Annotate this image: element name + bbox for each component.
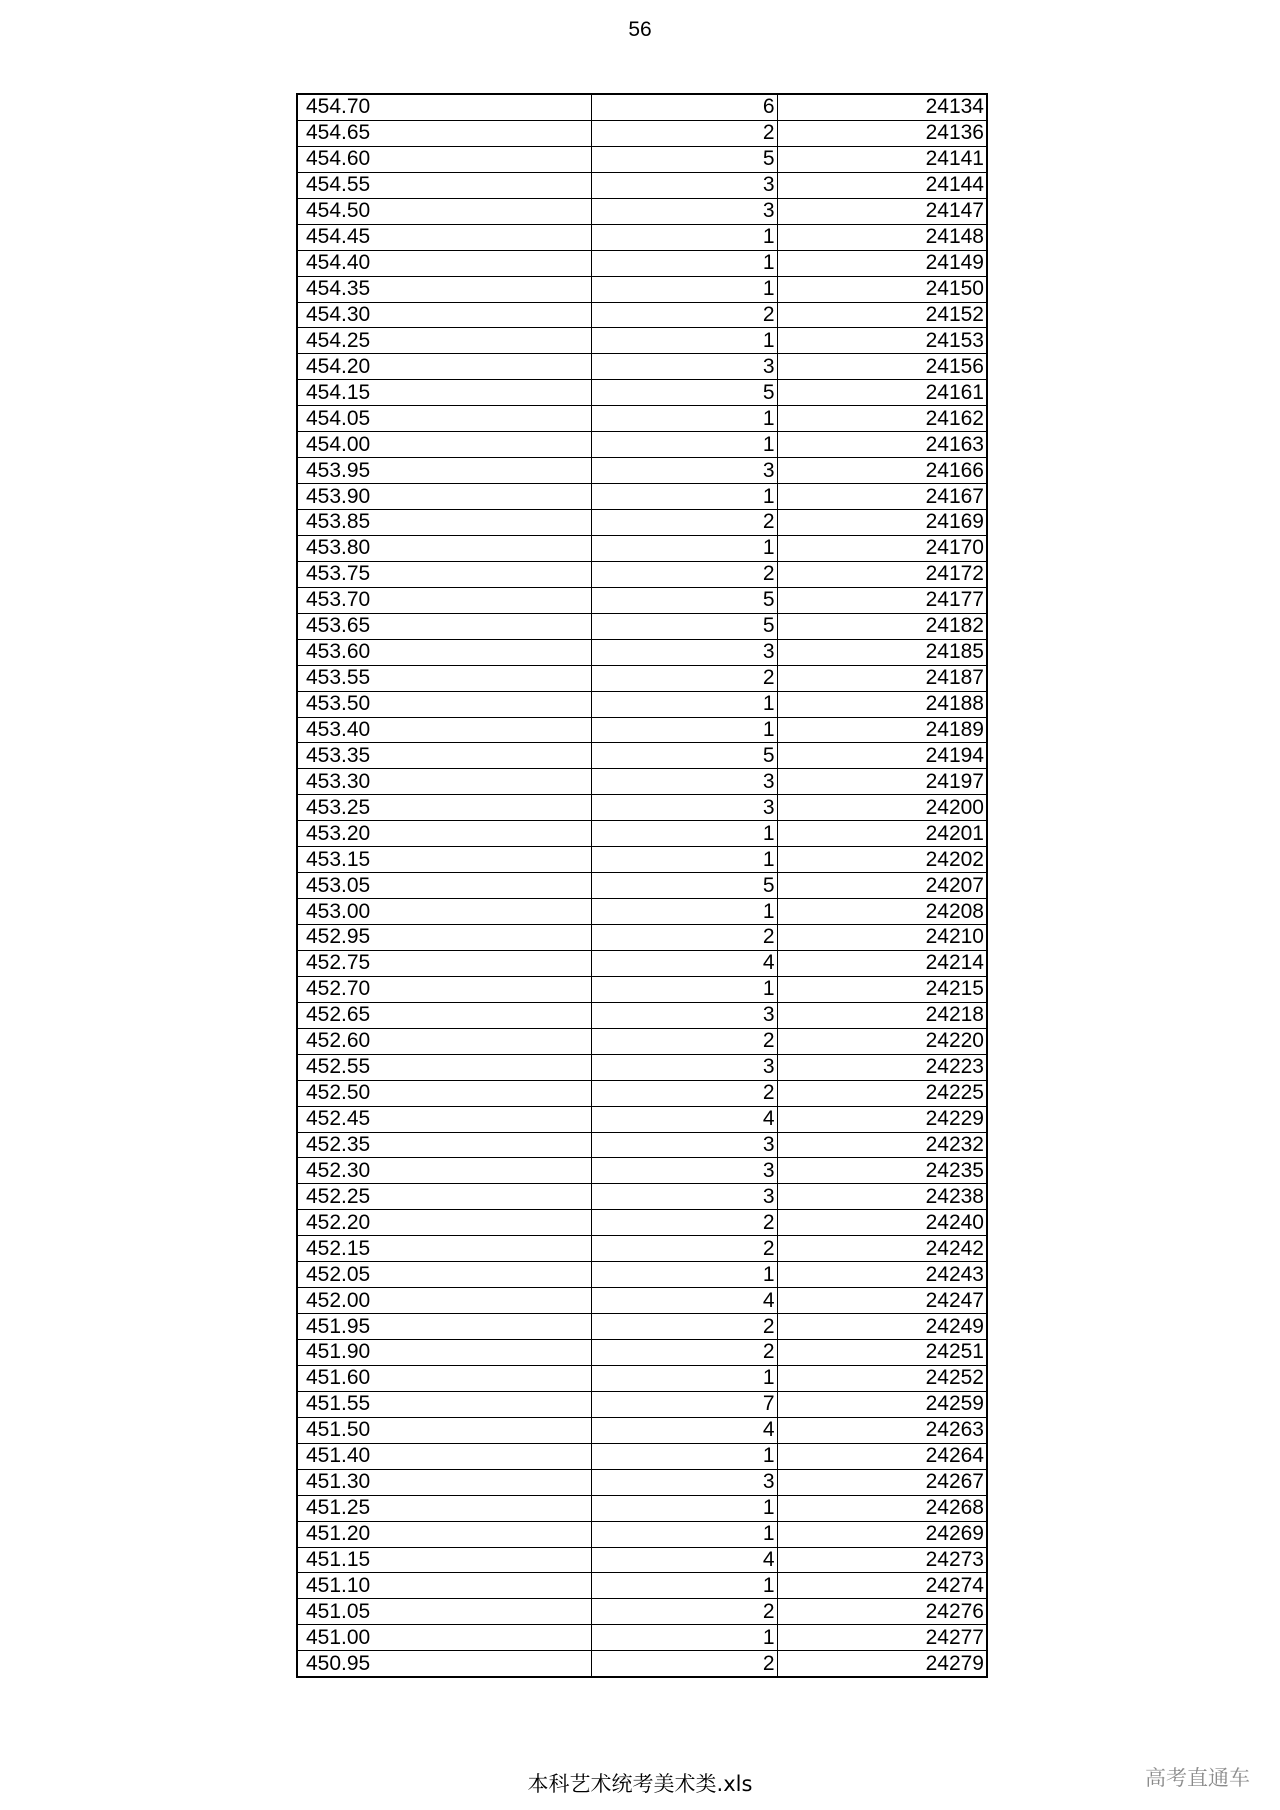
count-cell: 1 bbox=[591, 691, 777, 717]
score-table-body bbox=[297, 94, 987, 1677]
cumulative-cell: 24243 bbox=[777, 1262, 987, 1288]
cumulative-cell: 24274 bbox=[777, 1573, 987, 1599]
table-row bbox=[297, 899, 987, 925]
cumulative-cell: 24251 bbox=[777, 1340, 987, 1366]
count-cell: 3 bbox=[591, 172, 777, 198]
cumulative-cell: 24279 bbox=[777, 1651, 987, 1677]
watermark: 高考直通车 bbox=[1145, 1766, 1250, 1790]
score-cell: 453.15 bbox=[297, 847, 591, 873]
table-row bbox=[297, 510, 987, 536]
count-cell: 4 bbox=[591, 1288, 777, 1314]
score-cell: 453.30 bbox=[297, 769, 591, 795]
cumulative-cell: 24277 bbox=[777, 1625, 987, 1651]
table-row bbox=[297, 1365, 987, 1391]
cumulative-cell: 24240 bbox=[777, 1210, 987, 1236]
score-cell: 453.35 bbox=[297, 743, 591, 769]
cumulative-cell: 24182 bbox=[777, 613, 987, 639]
cumulative-cell: 24269 bbox=[777, 1521, 987, 1547]
table-row bbox=[297, 94, 987, 120]
count-cell: 5 bbox=[591, 743, 777, 769]
table-row bbox=[297, 354, 987, 380]
score-cell: 451.40 bbox=[297, 1443, 591, 1469]
count-cell: 1 bbox=[591, 1521, 777, 1547]
cumulative-cell: 24200 bbox=[777, 795, 987, 821]
cumulative-cell: 24220 bbox=[777, 1028, 987, 1054]
cumulative-cell: 24202 bbox=[777, 847, 987, 873]
cumulative-cell: 24150 bbox=[777, 276, 987, 302]
table-row bbox=[297, 1443, 987, 1469]
score-cell: 452.60 bbox=[297, 1028, 591, 1054]
score-cell: 452.70 bbox=[297, 976, 591, 1002]
cumulative-cell: 24249 bbox=[777, 1314, 987, 1340]
table-row bbox=[297, 1002, 987, 1028]
table-row bbox=[297, 328, 987, 354]
table-row bbox=[297, 1651, 987, 1677]
score-cell: 453.60 bbox=[297, 639, 591, 665]
score-cell: 451.60 bbox=[297, 1365, 591, 1391]
cumulative-cell: 24134 bbox=[777, 94, 987, 120]
count-cell: 1 bbox=[591, 717, 777, 743]
table-row bbox=[297, 1314, 987, 1340]
count-cell: 2 bbox=[591, 302, 777, 328]
table-row bbox=[297, 1340, 987, 1366]
cumulative-cell: 24259 bbox=[777, 1391, 987, 1417]
cumulative-cell: 24263 bbox=[777, 1417, 987, 1443]
cumulative-cell: 24267 bbox=[777, 1469, 987, 1495]
cumulative-cell: 24162 bbox=[777, 406, 987, 432]
table-row bbox=[297, 639, 987, 665]
cumulative-cell: 24238 bbox=[777, 1184, 987, 1210]
count-cell: 5 bbox=[591, 613, 777, 639]
score-cell: 454.20 bbox=[297, 354, 591, 380]
score-cell: 452.35 bbox=[297, 1132, 591, 1158]
count-cell: 2 bbox=[591, 1651, 777, 1677]
table-row bbox=[297, 976, 987, 1002]
count-cell: 3 bbox=[591, 1184, 777, 1210]
score-cell: 452.15 bbox=[297, 1236, 591, 1262]
score-cell: 451.90 bbox=[297, 1340, 591, 1366]
cumulative-cell: 24215 bbox=[777, 976, 987, 1002]
table-row bbox=[297, 691, 987, 717]
cumulative-cell: 24172 bbox=[777, 561, 987, 587]
cumulative-cell: 24177 bbox=[777, 587, 987, 613]
count-cell: 2 bbox=[591, 1236, 777, 1262]
table-row bbox=[297, 795, 987, 821]
score-cell: 452.25 bbox=[297, 1184, 591, 1210]
cumulative-cell: 24156 bbox=[777, 354, 987, 380]
table-row bbox=[297, 1469, 987, 1495]
score-cell: 451.20 bbox=[297, 1521, 591, 1547]
table-row bbox=[297, 432, 987, 458]
cumulative-cell: 24148 bbox=[777, 224, 987, 250]
cumulative-cell: 24147 bbox=[777, 198, 987, 224]
count-cell: 5 bbox=[591, 873, 777, 899]
table-row bbox=[297, 1417, 987, 1443]
cumulative-cell: 24194 bbox=[777, 743, 987, 769]
count-cell: 4 bbox=[591, 1547, 777, 1573]
count-cell: 2 bbox=[591, 510, 777, 536]
cumulative-cell: 24144 bbox=[777, 172, 987, 198]
table-row bbox=[297, 172, 987, 198]
count-cell: 2 bbox=[591, 1340, 777, 1366]
count-cell: 2 bbox=[591, 561, 777, 587]
cumulative-cell: 24169 bbox=[777, 510, 987, 536]
count-cell: 5 bbox=[591, 146, 777, 172]
count-cell: 1 bbox=[591, 847, 777, 873]
score-cell: 452.75 bbox=[297, 950, 591, 976]
score-cell: 453.85 bbox=[297, 510, 591, 536]
table-row bbox=[297, 769, 987, 795]
cumulative-cell: 24225 bbox=[777, 1080, 987, 1106]
score-cell: 453.00 bbox=[297, 899, 591, 925]
score-cell: 454.60 bbox=[297, 146, 591, 172]
table-row bbox=[297, 665, 987, 691]
score-cell: 451.95 bbox=[297, 1314, 591, 1340]
table-row bbox=[297, 847, 987, 873]
score-table bbox=[296, 93, 988, 1678]
table-row bbox=[297, 1521, 987, 1547]
score-cell: 451.10 bbox=[297, 1573, 591, 1599]
score-cell: 451.15 bbox=[297, 1547, 591, 1573]
count-cell: 1 bbox=[591, 1495, 777, 1521]
table-row bbox=[297, 1054, 987, 1080]
cumulative-cell: 24223 bbox=[777, 1054, 987, 1080]
cumulative-cell: 24276 bbox=[777, 1599, 987, 1625]
cumulative-cell: 24149 bbox=[777, 250, 987, 276]
score-cell: 452.20 bbox=[297, 1210, 591, 1236]
score-cell: 453.25 bbox=[297, 795, 591, 821]
cumulative-cell: 24189 bbox=[777, 717, 987, 743]
table-row bbox=[297, 1495, 987, 1521]
cumulative-cell: 24188 bbox=[777, 691, 987, 717]
score-cell: 454.45 bbox=[297, 224, 591, 250]
score-cell: 451.55 bbox=[297, 1391, 591, 1417]
cumulative-cell: 24208 bbox=[777, 899, 987, 925]
score-cell: 453.40 bbox=[297, 717, 591, 743]
score-cell: 451.25 bbox=[297, 1495, 591, 1521]
table-row bbox=[297, 276, 987, 302]
score-cell: 453.50 bbox=[297, 691, 591, 717]
score-cell: 452.45 bbox=[297, 1106, 591, 1132]
table-row bbox=[297, 1391, 987, 1417]
table-row bbox=[297, 1080, 987, 1106]
count-cell: 1 bbox=[591, 484, 777, 510]
table-row bbox=[297, 561, 987, 587]
table-row bbox=[297, 1106, 987, 1132]
table-row bbox=[297, 1573, 987, 1599]
count-cell: 3 bbox=[591, 795, 777, 821]
score-cell: 453.55 bbox=[297, 665, 591, 691]
cumulative-cell: 24197 bbox=[777, 769, 987, 795]
score-cell: 452.00 bbox=[297, 1288, 591, 1314]
count-cell: 1 bbox=[591, 250, 777, 276]
score-cell: 452.55 bbox=[297, 1054, 591, 1080]
table-row bbox=[297, 120, 987, 146]
count-cell: 3 bbox=[591, 198, 777, 224]
cumulative-cell: 24161 bbox=[777, 380, 987, 406]
count-cell: 6 bbox=[591, 94, 777, 120]
score-cell: 454.70 bbox=[297, 94, 591, 120]
count-cell: 3 bbox=[591, 1132, 777, 1158]
count-cell: 3 bbox=[591, 639, 777, 665]
table-row bbox=[297, 925, 987, 951]
table-row bbox=[297, 1288, 987, 1314]
score-cell: 453.75 bbox=[297, 561, 591, 587]
table-row bbox=[297, 535, 987, 561]
cumulative-cell: 24170 bbox=[777, 535, 987, 561]
count-cell: 2 bbox=[591, 925, 777, 951]
table-row bbox=[297, 1184, 987, 1210]
score-cell: 452.95 bbox=[297, 925, 591, 951]
count-cell: 1 bbox=[591, 224, 777, 250]
count-cell: 3 bbox=[591, 1054, 777, 1080]
table-row bbox=[297, 380, 987, 406]
cumulative-cell: 24207 bbox=[777, 873, 987, 899]
count-cell: 4 bbox=[591, 1106, 777, 1132]
score-cell: 451.50 bbox=[297, 1417, 591, 1443]
score-cell: 454.65 bbox=[297, 120, 591, 146]
count-cell: 3 bbox=[591, 769, 777, 795]
table-row bbox=[297, 406, 987, 432]
score-cell: 454.00 bbox=[297, 432, 591, 458]
table-row bbox=[297, 484, 987, 510]
count-cell: 3 bbox=[591, 458, 777, 484]
table-row bbox=[297, 302, 987, 328]
count-cell: 4 bbox=[591, 950, 777, 976]
footer-filename: 本科艺术统考美术类.xls bbox=[527, 1772, 753, 1796]
cumulative-cell: 24235 bbox=[777, 1158, 987, 1184]
count-cell: 2 bbox=[591, 120, 777, 146]
cumulative-cell: 24229 bbox=[777, 1106, 987, 1132]
score-cell: 453.70 bbox=[297, 587, 591, 613]
score-cell: 454.05 bbox=[297, 406, 591, 432]
count-cell: 1 bbox=[591, 1443, 777, 1469]
table-row bbox=[297, 1599, 987, 1625]
count-cell: 3 bbox=[591, 1158, 777, 1184]
table-row bbox=[297, 250, 987, 276]
count-cell: 1 bbox=[591, 1573, 777, 1599]
table-row bbox=[297, 613, 987, 639]
cumulative-cell: 24218 bbox=[777, 1002, 987, 1028]
count-cell: 1 bbox=[591, 406, 777, 432]
table-row bbox=[297, 950, 987, 976]
table-row bbox=[297, 821, 987, 847]
score-cell: 453.95 bbox=[297, 458, 591, 484]
cumulative-cell: 24252 bbox=[777, 1365, 987, 1391]
cumulative-cell: 24232 bbox=[777, 1132, 987, 1158]
table-row bbox=[297, 1210, 987, 1236]
count-cell: 3 bbox=[591, 1002, 777, 1028]
score-cell: 451.30 bbox=[297, 1469, 591, 1495]
count-cell: 5 bbox=[591, 380, 777, 406]
count-cell: 1 bbox=[591, 976, 777, 1002]
count-cell: 1 bbox=[591, 535, 777, 561]
cumulative-cell: 24166 bbox=[777, 458, 987, 484]
table-row bbox=[297, 224, 987, 250]
table-row bbox=[297, 587, 987, 613]
table-row bbox=[297, 458, 987, 484]
score-cell: 451.00 bbox=[297, 1625, 591, 1651]
cumulative-cell: 24264 bbox=[777, 1443, 987, 1469]
count-cell: 2 bbox=[591, 1028, 777, 1054]
score-cell: 452.65 bbox=[297, 1002, 591, 1028]
score-cell: 453.65 bbox=[297, 613, 591, 639]
count-cell: 5 bbox=[591, 587, 777, 613]
cumulative-cell: 24268 bbox=[777, 1495, 987, 1521]
score-cell: 453.05 bbox=[297, 873, 591, 899]
count-cell: 1 bbox=[591, 432, 777, 458]
table-row bbox=[297, 198, 987, 224]
table-row bbox=[297, 146, 987, 172]
score-cell: 454.50 bbox=[297, 198, 591, 224]
count-cell: 2 bbox=[591, 1210, 777, 1236]
score-cell: 450.95 bbox=[297, 1651, 591, 1677]
count-cell: 1 bbox=[591, 1365, 777, 1391]
count-cell: 1 bbox=[591, 328, 777, 354]
score-cell: 454.40 bbox=[297, 250, 591, 276]
cumulative-cell: 24152 bbox=[777, 302, 987, 328]
count-cell: 1 bbox=[591, 1262, 777, 1288]
cumulative-cell: 24136 bbox=[777, 120, 987, 146]
score-cell: 454.30 bbox=[297, 302, 591, 328]
cumulative-cell: 24214 bbox=[777, 950, 987, 976]
table-row bbox=[297, 1028, 987, 1054]
table-row bbox=[297, 743, 987, 769]
count-cell: 4 bbox=[591, 1417, 777, 1443]
count-cell: 1 bbox=[591, 899, 777, 925]
score-cell: 453.80 bbox=[297, 535, 591, 561]
cumulative-cell: 24210 bbox=[777, 925, 987, 951]
cumulative-cell: 24141 bbox=[777, 146, 987, 172]
count-cell: 2 bbox=[591, 1080, 777, 1106]
count-cell: 2 bbox=[591, 665, 777, 691]
count-cell: 1 bbox=[591, 276, 777, 302]
score-cell: 453.20 bbox=[297, 821, 591, 847]
table-row bbox=[297, 1262, 987, 1288]
cumulative-cell: 24167 bbox=[777, 484, 987, 510]
cumulative-cell: 24201 bbox=[777, 821, 987, 847]
score-cell: 454.35 bbox=[297, 276, 591, 302]
count-cell: 2 bbox=[591, 1314, 777, 1340]
count-cell: 3 bbox=[591, 1469, 777, 1495]
score-cell: 452.30 bbox=[297, 1158, 591, 1184]
count-cell: 2 bbox=[591, 1599, 777, 1625]
count-cell: 1 bbox=[591, 1625, 777, 1651]
score-cell: 453.90 bbox=[297, 484, 591, 510]
cumulative-cell: 24185 bbox=[777, 639, 987, 665]
table-row bbox=[297, 1236, 987, 1262]
count-cell: 7 bbox=[591, 1391, 777, 1417]
cumulative-cell: 24153 bbox=[777, 328, 987, 354]
score-cell: 454.55 bbox=[297, 172, 591, 198]
score-cell: 452.50 bbox=[297, 1080, 591, 1106]
table-row bbox=[297, 1547, 987, 1573]
cumulative-cell: 24163 bbox=[777, 432, 987, 458]
score-cell: 454.15 bbox=[297, 380, 591, 406]
table-row bbox=[297, 1132, 987, 1158]
count-cell: 3 bbox=[591, 354, 777, 380]
page-number: 56 bbox=[628, 18, 652, 41]
cumulative-cell: 24187 bbox=[777, 665, 987, 691]
count-cell: 1 bbox=[591, 821, 777, 847]
score-cell: 452.05 bbox=[297, 1262, 591, 1288]
cumulative-cell: 24247 bbox=[777, 1288, 987, 1314]
table-row bbox=[297, 873, 987, 899]
table-row bbox=[297, 1158, 987, 1184]
table-row bbox=[297, 717, 987, 743]
cumulative-cell: 24242 bbox=[777, 1236, 987, 1262]
score-cell: 454.25 bbox=[297, 328, 591, 354]
cumulative-cell: 24273 bbox=[777, 1547, 987, 1573]
score-cell: 451.05 bbox=[297, 1599, 591, 1625]
table-row bbox=[297, 1625, 987, 1651]
